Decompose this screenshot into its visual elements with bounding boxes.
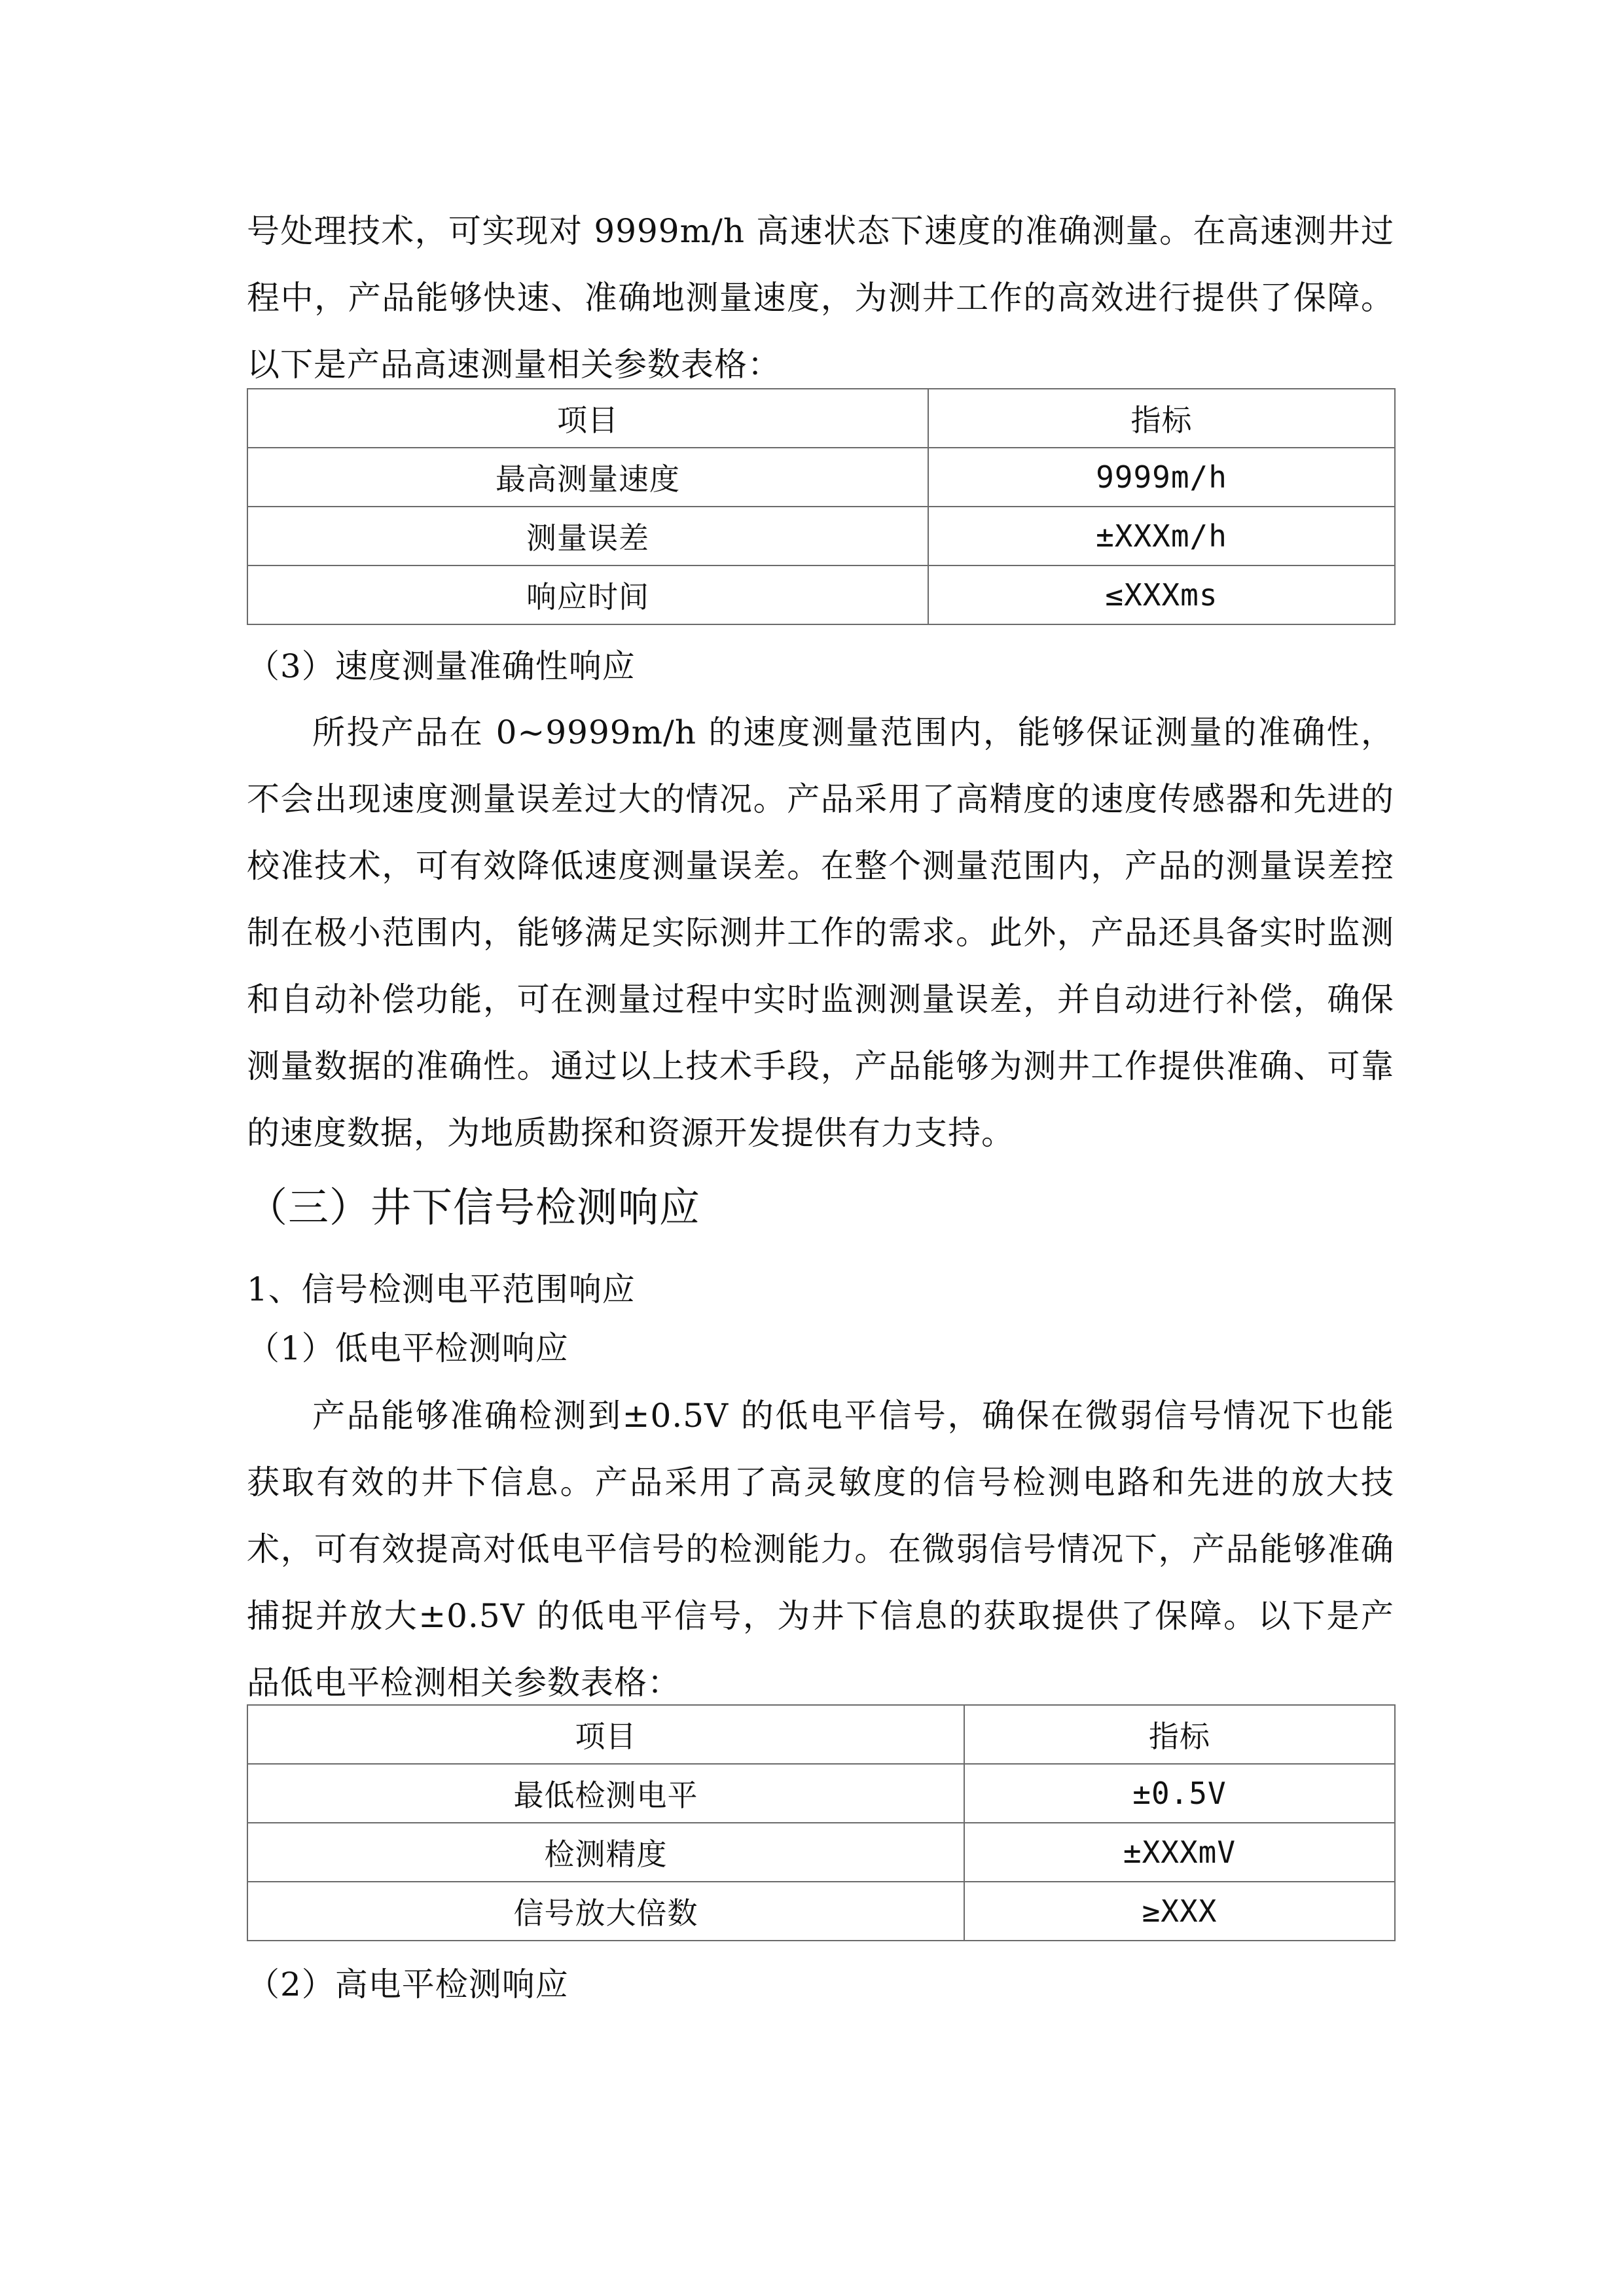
table-header-cell: 项目 bbox=[247, 389, 928, 448]
table-cell-item: 响应时间 bbox=[247, 565, 928, 624]
subheading-level-range: 1、信号检测电平范围响应 bbox=[247, 1270, 636, 1308]
table-cell-item: 信号放大倍数 bbox=[247, 1882, 964, 1941]
table-cell-value: ≤XXXms bbox=[928, 565, 1395, 624]
table-row bbox=[247, 1882, 1395, 1941]
table-cell-value: ±XXXmV bbox=[964, 1823, 1395, 1882]
table-row bbox=[247, 1823, 1395, 1882]
low-level-parameter-table-block bbox=[247, 1704, 1394, 1941]
low-level-parameter-table bbox=[247, 1704, 1396, 1941]
low-level-paragraph-block bbox=[247, 1382, 1394, 1716]
speed-accuracy-paragraph-block bbox=[247, 699, 1394, 1166]
table-cell-value: 9999m/h bbox=[928, 448, 1395, 507]
speed-parameter-table-block bbox=[247, 388, 1394, 625]
table-header-row bbox=[247, 389, 1395, 448]
table-cell-value: ±0.5V bbox=[964, 1764, 1395, 1823]
table-cell-item: 检测精度 bbox=[247, 1823, 964, 1882]
table-cell-item: 最低检测电平 bbox=[247, 1764, 964, 1823]
table-cell-item: 测量误差 bbox=[247, 507, 928, 565]
speed-parameter-table bbox=[247, 388, 1396, 625]
paragraph-low-level: 产品能够准确检测到±0.5V 的低电平信号，确保在微弱信号情况下也能获取有效的井下信息。产品采用了高灵敏度的信号检测电路和先进的放大技术，可有效提高对低电平信号的检测能力。在微弱信号情况下，产品能够准确捕捉并放大±0.5V 的低电平信号，为井下信息的获取提供了保障。以下是产品低电平检测相关参数表格： bbox=[247, 1397, 1394, 1702]
section-three-heading-block bbox=[247, 1175, 1394, 1240]
table-header-cell: 指标 bbox=[964, 1705, 1395, 1764]
table-cell-item: 最高测量速度 bbox=[247, 448, 928, 507]
table-row bbox=[247, 507, 1395, 565]
subheading-speed-accuracy: （3）速度测量准确性响应 bbox=[247, 647, 636, 685]
paragraph-speed-accuracy: 所投产品在 0~9999m/h 的速度测量范围内，能够保证测量的准确性，不会出现速度测量误差过大的情况。产品采用了高精度的速度传感器和先进的校准技术，可有效降低速度测量误差。在整个测量范围内，产品的测量误差控制在极小范围内，能够满足实际测井工作的需求。此外，产品还具备实时监测和自动补偿功能，可在测量过程中实时监测测量误差，并自动进行补偿，确保测量数据的准确性。通过以上技术手段，产品能够为测井工作提供准确、可靠的速度数据，为地质勘探和资源开发提供有力支持。 bbox=[247, 713, 1394, 1152]
speed-accuracy-heading-block bbox=[247, 637, 1394, 696]
table-cell-value: ±XXXm/h bbox=[928, 507, 1395, 565]
table-row bbox=[247, 565, 1395, 624]
table-header-cell: 项目 bbox=[247, 1705, 964, 1764]
subheading-low-level: （1）低电平检测响应 bbox=[247, 1329, 569, 1367]
intro-paragraph-block bbox=[247, 198, 1394, 398]
subheading-high-level: （2）高电平检测响应 bbox=[247, 1965, 569, 2003]
paragraph-high-speed-measurement: 号处理技术，可实现对 9999m/h 高速状态下速度的准确测量。在高速测井过程中，产品能够快速、准确地测量速度，为测井工作的高效进行提供了保障。以下是产品高速测量相关参数表格： bbox=[247, 212, 1394, 384]
table-header-row bbox=[247, 1705, 1395, 1764]
low-level-heading-block bbox=[247, 1319, 1394, 1378]
high-level-heading-block bbox=[247, 1955, 1394, 2014]
table-cell-value: ≥XXX bbox=[964, 1882, 1395, 1941]
level-range-heading-block bbox=[247, 1260, 1394, 1319]
table-row bbox=[247, 448, 1395, 507]
table-row bbox=[247, 1764, 1395, 1823]
section-heading-downhole-signal: （三）井下信号检测响应 bbox=[247, 1183, 701, 1231]
table-header-cell: 指标 bbox=[928, 389, 1395, 448]
